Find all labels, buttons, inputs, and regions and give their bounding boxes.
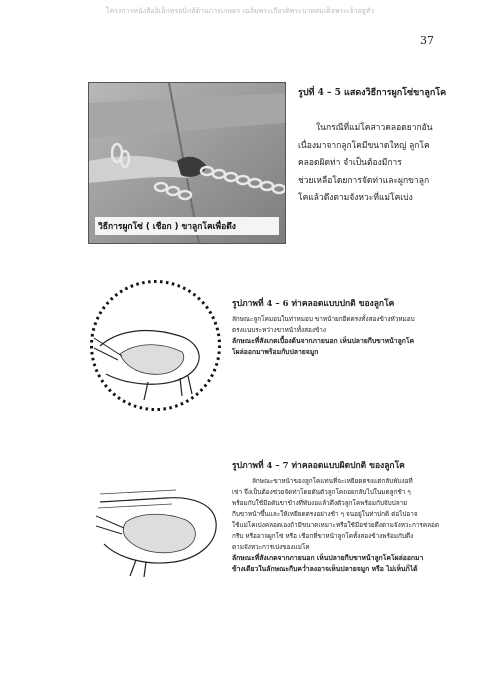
text-line: กีบขาหน้าขึ้นและให้เหยียดตรงอย่างช้า ๆ จนอยู่ในท่าปกติ ต่อไปอาจ [232,510,418,518]
text-line: ตามจังหวะการเบ่งของแม่โค [232,543,310,551]
figure-4-7-text [232,476,464,575]
figure-4-5-title: รูปที่ 4 – 5 แสดงวิธีการผูกโซ่ขาลูกโค [298,88,447,98]
observation-line: ลักษณะที่สังเกตเบื้องต้นจากภายนอก เห็นปลายกีบขาหน้าลูกโค [232,337,415,345]
text-line: ลักษณะลูกโคมอนในท่าหมอบ ขาหน้ายกยืดตรงทั้งสองข้างหัวหมอบ [232,315,415,323]
paragraph-line: คลอดผิดท่า จำเป็นต้องมีการ [298,158,402,168]
figure-4-6-text [232,314,464,358]
observation-line: ลักษณะที่สังเกตจากภายนอก เห็นปลายกีบขาหน้าลูกโคโผล่ออกมา [232,554,424,562]
observation-line: โผล่ออกมาพร้อมกับปลายจมูก [232,348,319,356]
text-line: ตรงแนบระหว่างขาหน้าทั้งสองข้าง [232,326,327,334]
paragraph-line: ช่วยเหลือโดยการจัดท่าและผูกขาลูก [298,175,430,186]
page-number: 37 [420,34,434,47]
text-line: ลักษณะขาหน้าของลูกโคแทนที่จะเหยียดตรงแต่กลับพับงอที่ [252,477,413,485]
text-line: พร้อมกับใช้มือดันขาข้างที่พับงอแล้วดึงตัวลูกโคพร้อมกับจับปลาย [232,499,407,507]
figure-4-5-paragraph [298,120,468,208]
figure-4-7-title: รูปภาพที่ 4 – 7 ท่าคลอดแบบผิดปกติ ของลูกโค [232,461,405,471]
photo-caption: วิธีการผูกโซ่ ( เชือก ) ขาลูกโคเพื่อดึง [95,217,279,235]
text-line: เข่า จึงเป็นต้องช่วยจัดท่าโดยดันตัวลูกโคถอยกลับไปในมดลูกช้า ๆ [232,488,411,496]
text-line: กรีบ หรืออาจผูกโซ่ หรือ เชือกที่ขาหน้าลูกโคทั้งสองข้างพร้อมกับดึง [232,532,414,540]
text-line: ใช้แม่โคเบ่งคลอดเองถ้ามีขนาดเหมาะหรือใช้มือช่วยดึงตามจังหวะการคลอด [232,521,440,529]
paragraph-line: โคแล้วดึงตามจังหวะที่แม่โคเบ่ง [298,193,413,203]
abnormal-calving-diagram [96,482,220,578]
page-header: โครงการหนังสืออิเล็กทรอนิกส์ด้านการเกษตร เฉลิมพระเกียรติพระบาทสมเด็จพระเจ้าอยู่หัว [105,7,375,15]
paragraph-line: เนื่องมาจากลูกโคมีขนาดใหญ่ ลูกโค [298,140,430,151]
normal-calving-diagram [88,278,223,413]
calf-leg-chain-photo [88,82,286,244]
figure-4-6-title: รูปภาพที่ 4 – 6 ท่าคลอดแบบปกติ ของลูกโค [232,299,395,309]
paragraph-line: ในกรณีที่แม่โคสาวคลอดยากอัน [316,123,433,133]
observation-line: ข้างเดียวในลักษณะกีบคว่ำลงอาจเห็นปลายจมูก หรือ ไม่เห็นก็ได้ [232,565,418,573]
